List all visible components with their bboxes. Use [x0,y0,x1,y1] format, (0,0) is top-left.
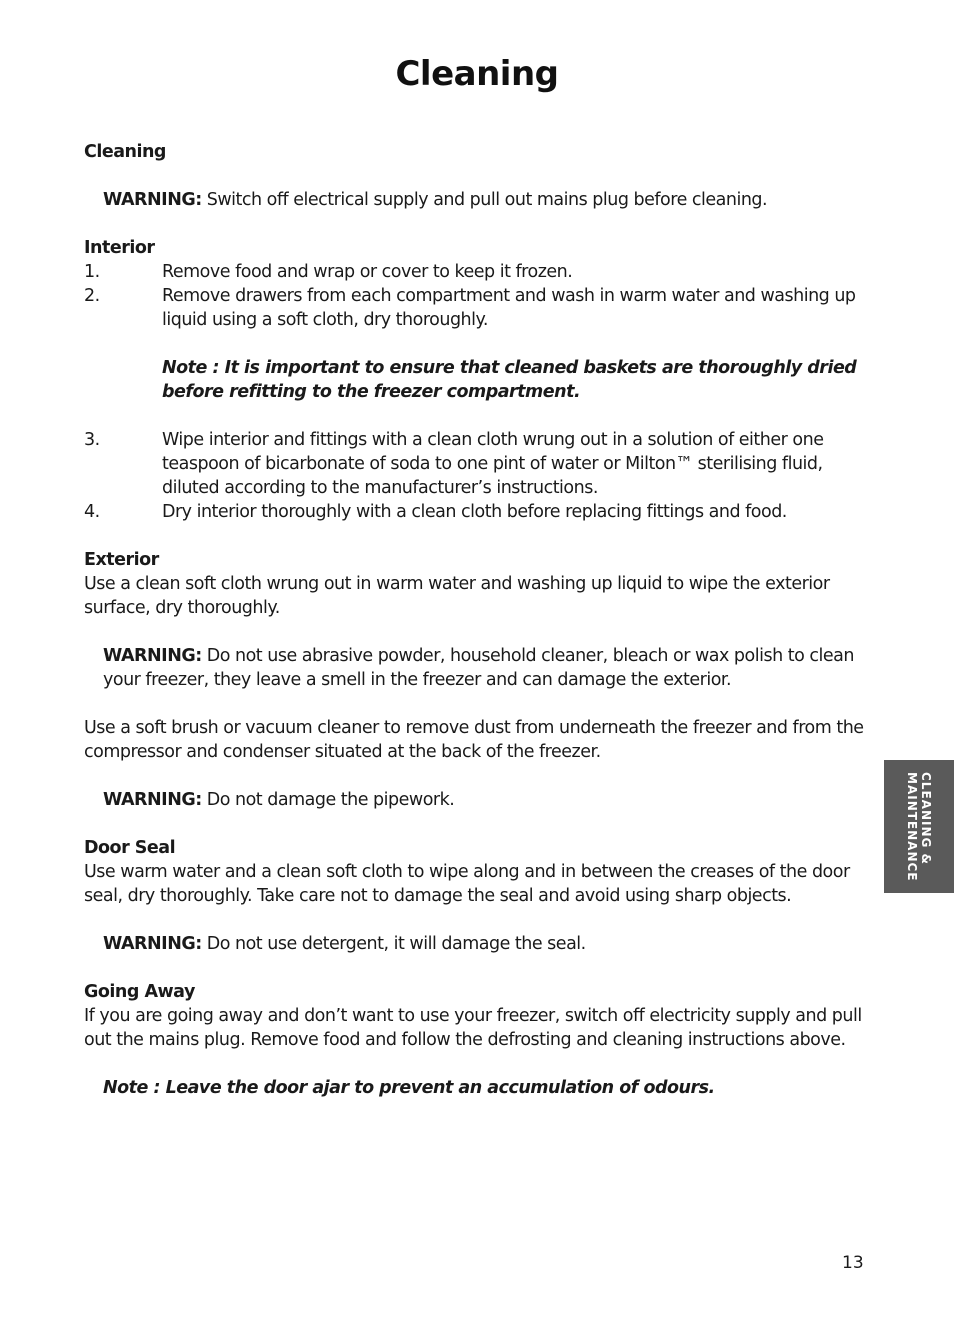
warning-text: Switch off electrical supply and pull out mains plug before cleaning. [201,190,768,210]
note-door-ajar: Note : Leave the door ajar to prevent an accumulation of odours. [103,1078,715,1098]
warning-label: WARNING: [103,934,202,954]
document-body [84,140,864,1100]
list-item [84,284,864,332]
exterior-dust-paragraph: Use a soft brush or vacuum cleaner to remove dust from underneath the freezer and from the compressor and condenser situated at the back of the freezer. [84,718,864,762]
section-heading-door-seal: Door Seal [84,838,176,858]
warning-switch-off [84,188,864,212]
warning-text: Do not damage the pipework. [201,790,455,810]
list-item [84,428,864,500]
warning-abrasive [84,644,864,692]
warning-text: Do not use detergent, it will damage the seal. [201,934,586,954]
side-tab-line2: MAINTENANCE [905,771,919,882]
list-item [84,500,864,524]
going-away-paragraph: If you are going away and don’t want to use your freezer, switch off electricity supply and pull out the mains plug. Remove food and follow the defrosting and cleaning instructions above. [84,1006,862,1050]
side-tab-line1: CLEANING & [919,771,933,865]
list-text: Dry interior thoroughly with a clean cloth before replacing fittings and food. [162,502,787,522]
section-side-tab [884,760,954,893]
section-heading-exterior: Exterior [84,550,159,570]
list-number: 4. [84,502,100,522]
side-tab-label [905,772,933,882]
warning-label: WARNING: [103,190,202,210]
page-number: 13 [842,1253,864,1273]
list-number: 2. [84,286,100,306]
page-title: Cleaning [395,54,559,94]
warning-label: WARNING: [103,790,202,810]
list-item [84,260,864,284]
section-heading-interior: Interior [84,238,155,258]
warning-pipework [84,788,864,812]
warning-detergent [84,932,864,956]
section-heading-cleaning: Cleaning [84,142,166,162]
section-heading-going-away: Going Away [84,982,195,1002]
list-text: Remove food and wrap or cover to keep it frozen. [162,262,573,282]
list-text: Remove drawers from each compartment and wash in warm water and washing up liquid using a soft cloth, dry thoroughly. [162,286,856,330]
note-dry-baskets: Note : It is important to ensure that cleaned baskets are thoroughly dried before refitting to the freezer compartment. [162,358,857,402]
warning-label: WARNING: [103,646,202,666]
exterior-paragraph: Use a clean soft cloth wrung out in warm water and washing up liquid to wipe the exterior surface, dry thoroughly. [84,574,830,618]
door-seal-paragraph: Use warm water and a clean soft cloth to wipe along and in between the creases of the door seal, dry thoroughly. Take care not to damage the seal and avoid using sharp objects. [84,862,850,906]
list-number: 1. [84,262,100,282]
warning-text: Do not use abrasive powder, household cleaner, bleach or wax polish to clean your freezer, they leave a smell in the freezer and can damage the exterior. [103,646,854,690]
list-number: 3. [84,430,100,450]
list-text: Wipe interior and fittings with a clean cloth wrung out in a solution of either one teaspoon of bicarbonate of soda to one pint of water or Milton™ sterilising fluid, diluted according to the manufacturer’s instructions. [162,430,824,498]
